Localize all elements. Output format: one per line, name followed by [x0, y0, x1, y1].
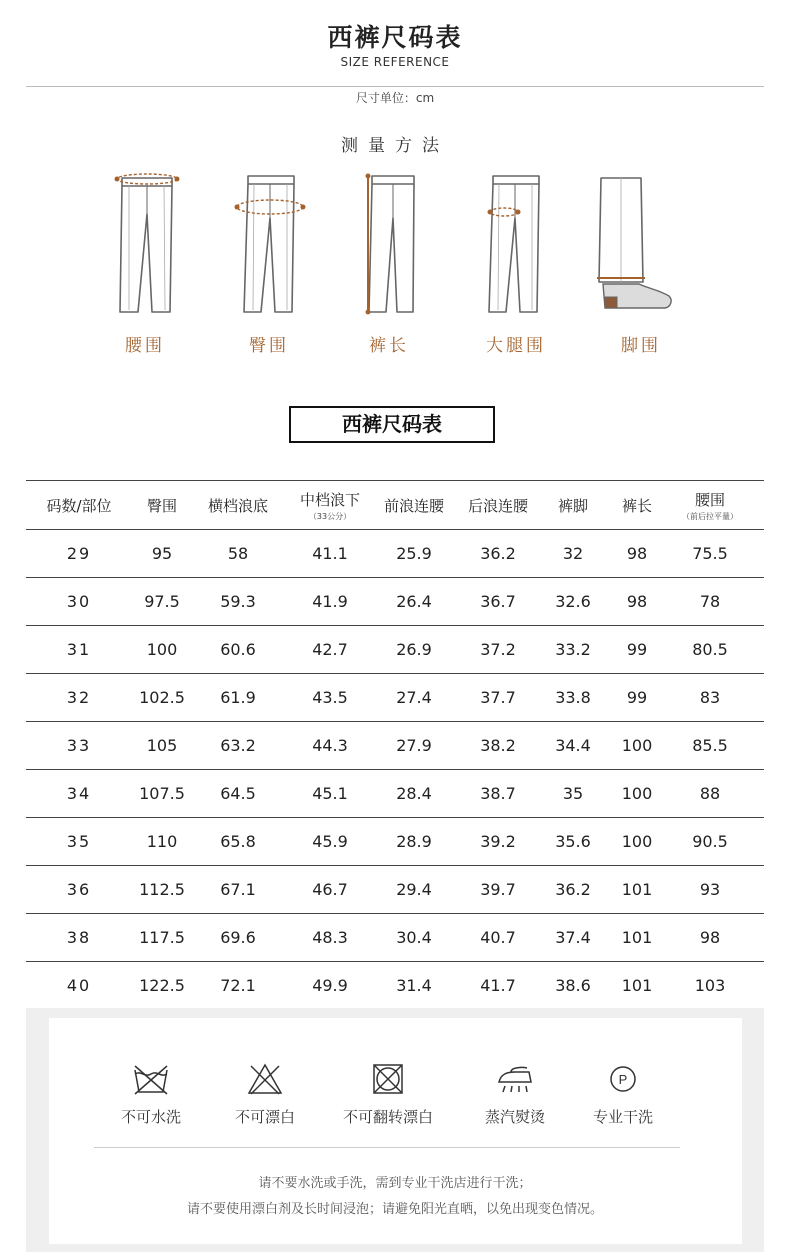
cell-length: 100	[621, 832, 653, 851]
header-hip: 臀围	[146, 496, 177, 515]
cell-mid-thigh: 46.7	[312, 880, 348, 899]
cell-hip: 110	[146, 832, 178, 851]
cell-hem: 35	[562, 784, 584, 803]
cell-thigh-base: 72.1	[220, 976, 256, 995]
header-length: 裤长	[621, 496, 652, 515]
table-row	[26, 866, 764, 914]
cell-waist: 103	[694, 976, 726, 995]
header-divider	[26, 86, 764, 87]
cell-length: 99	[626, 688, 648, 707]
cell-back-rise: 37.7	[480, 688, 516, 707]
cell-front-rise: 28.4	[396, 784, 432, 803]
care-divider	[94, 1147, 680, 1148]
header-front-rise: 前浪连腰	[383, 496, 444, 515]
cell-hem: 34.4	[555, 736, 591, 755]
cell-front-rise: 31.4	[396, 976, 432, 995]
cell-thigh-base: 64.5	[220, 784, 256, 803]
cell-thigh-base: 60.6	[220, 640, 256, 659]
cell-back-rise: 36.7	[480, 592, 516, 611]
cell-size: 36	[66, 880, 92, 899]
cell-back-rise: 39.2	[480, 832, 516, 851]
cell-back-rise: 37.2	[480, 640, 516, 659]
table-row	[26, 578, 764, 626]
cell-size: 32	[66, 688, 92, 707]
figure-label-waist: 腰围	[125, 336, 165, 356]
header-size: 码数/部位	[46, 496, 112, 515]
cell-hip: 112.5	[139, 880, 185, 899]
cell-hip: 102.5	[139, 688, 185, 707]
cell-size: 33	[66, 736, 92, 755]
page-subtitle: SIZE REFERENCE	[340, 55, 450, 69]
cell-length: 98	[626, 592, 648, 611]
cell-front-rise: 26.4	[396, 592, 432, 611]
cell-hem: 38.6	[555, 976, 591, 995]
figure-label-length: 裤长	[369, 336, 409, 356]
pants-waist-icon	[85, 170, 205, 320]
cell-hip: 107.5	[139, 784, 185, 803]
cell-waist: 90.5	[692, 832, 728, 851]
table-row	[26, 722, 764, 770]
cell-front-rise: 30.4	[396, 928, 432, 947]
cell-back-rise: 40.7	[480, 928, 516, 947]
cell-front-rise: 28.9	[396, 832, 432, 851]
cell-hip: 122.5	[139, 976, 185, 995]
table-header-row	[26, 480, 764, 530]
table-row	[26, 530, 764, 578]
figure-label-hem: 脚围	[621, 336, 661, 356]
cell-hem: 35.6	[555, 832, 591, 851]
pants-hip-icon	[209, 170, 329, 320]
care-item-steam-iron: 蒸汽熨烫	[460, 1062, 570, 1127]
care-item-no-bleach: 不可漂白	[210, 1062, 320, 1127]
cell-back-rise: 36.2	[480, 544, 516, 563]
svg-text:P: P	[618, 1072, 628, 1087]
cell-hip: 95	[151, 544, 173, 563]
care-note-1: 请不要水洗或手洗，需到专业干洗店进行干洗；	[258, 1176, 532, 1191]
header-hem: 裤脚	[557, 496, 588, 515]
cell-hem: 33.8	[555, 688, 591, 707]
header-mid-thigh: 中档浪下 （33公分）	[299, 490, 360, 521]
cell-back-rise: 39.7	[480, 880, 516, 899]
cell-waist: 93	[699, 880, 721, 899]
unit-note: 尺寸单位：cm	[355, 91, 435, 105]
cell-thigh-base: 69.6	[220, 928, 256, 947]
cell-hip: 105	[146, 736, 178, 755]
cell-mid-thigh: 45.1	[312, 784, 348, 803]
pants-thigh-icon	[456, 170, 576, 320]
care-note-2: 请不要使用漂白剂及长时间浸泡；请避免阳光直晒，以免出现变色情况。	[186, 1202, 603, 1217]
table-row	[26, 818, 764, 866]
cell-length: 100	[621, 736, 653, 755]
cell-length: 101	[621, 976, 653, 995]
table-row	[26, 626, 764, 674]
cell-length: 101	[621, 880, 653, 899]
page-title: 西裤尺码表	[327, 23, 463, 52]
no-wash-icon	[131, 1062, 171, 1096]
cell-length: 98	[626, 544, 648, 563]
cell-front-rise: 27.4	[396, 688, 432, 707]
cell-size: 34	[66, 784, 92, 803]
cell-size: 29	[66, 544, 92, 563]
cell-front-rise: 27.9	[396, 736, 432, 755]
table-row	[26, 770, 764, 818]
cell-waist: 80.5	[692, 640, 728, 659]
cell-waist: 98	[699, 928, 721, 947]
header-thigh-base: 横档浪底	[207, 496, 268, 515]
cell-hem: 37.4	[555, 928, 591, 947]
cell-waist: 78	[699, 592, 721, 611]
cell-hip: 97.5	[144, 592, 180, 611]
table-body	[26, 530, 764, 1010]
cell-thigh-base: 67.1	[220, 880, 256, 899]
cell-hem: 32	[562, 544, 584, 563]
cell-mid-thigh: 45.9	[312, 832, 348, 851]
cell-waist: 85.5	[692, 736, 728, 755]
table-row	[26, 962, 764, 1010]
cell-waist: 88	[699, 784, 721, 803]
cell-hip: 100	[146, 640, 178, 659]
cell-length: 100	[621, 784, 653, 803]
cell-thigh-base: 59.3	[220, 592, 256, 611]
care-item-no-tumble: 不可翻转漂白	[333, 1062, 443, 1127]
cell-length: 101	[621, 928, 653, 947]
table-row	[26, 914, 764, 962]
figure-label-thigh: 大腿围	[486, 336, 546, 356]
header-waist: 腰围 （前后拉平量）	[682, 490, 738, 521]
cell-front-rise: 29.4	[396, 880, 432, 899]
cell-mid-thigh: 48.3	[312, 928, 348, 947]
cell-mid-thigh: 41.1	[312, 544, 348, 563]
cell-mid-thigh: 41.9	[312, 592, 348, 611]
cell-thigh-base: 61.9	[220, 688, 256, 707]
care-item-no-wash: 不可水洗	[96, 1062, 206, 1127]
method-title: 测量方法	[341, 136, 449, 156]
no-bleach-icon	[245, 1062, 285, 1096]
cell-size: 30	[66, 592, 92, 611]
steam-iron-icon	[493, 1062, 537, 1096]
cell-back-rise: 38.7	[480, 784, 516, 803]
cell-thigh-base: 58	[227, 544, 249, 563]
size-chart-title: 西裤尺码表	[289, 406, 495, 443]
cell-hem: 36.2	[555, 880, 591, 899]
cell-thigh-base: 65.8	[220, 832, 256, 851]
cell-mid-thigh: 42.7	[312, 640, 348, 659]
cell-front-rise: 26.9	[396, 640, 432, 659]
cell-mid-thigh: 43.5	[312, 688, 348, 707]
figure-label-hip: 臀围	[249, 336, 289, 356]
cell-hem: 32.6	[555, 592, 591, 611]
cell-size: 38	[66, 928, 92, 947]
cell-hip: 117.5	[139, 928, 185, 947]
header-back-rise: 后浪连腰	[467, 496, 528, 515]
cell-waist: 75.5	[692, 544, 728, 563]
cell-front-rise: 25.9	[396, 544, 432, 563]
cell-thigh-base: 63.2	[220, 736, 256, 755]
pants-length-icon	[329, 170, 449, 320]
size-table	[26, 480, 764, 1010]
no-tumble-dry-icon	[368, 1062, 408, 1096]
cell-length: 99	[626, 640, 648, 659]
professional-dry-clean-icon	[603, 1062, 643, 1096]
cell-hem: 33.2	[555, 640, 591, 659]
care-item-dry-clean: P 专业干洗	[568, 1062, 678, 1127]
cell-mid-thigh: 49.9	[312, 976, 348, 995]
cell-back-rise: 41.7	[480, 976, 516, 995]
cell-size: 31	[66, 640, 92, 659]
table-row	[26, 674, 764, 722]
cell-size: 35	[66, 832, 92, 851]
cell-back-rise: 38.2	[480, 736, 516, 755]
cell-mid-thigh: 44.3	[312, 736, 348, 755]
cell-size: 40	[66, 976, 92, 995]
cell-waist: 83	[699, 688, 721, 707]
pants-hem-shoe-icon	[581, 170, 701, 320]
